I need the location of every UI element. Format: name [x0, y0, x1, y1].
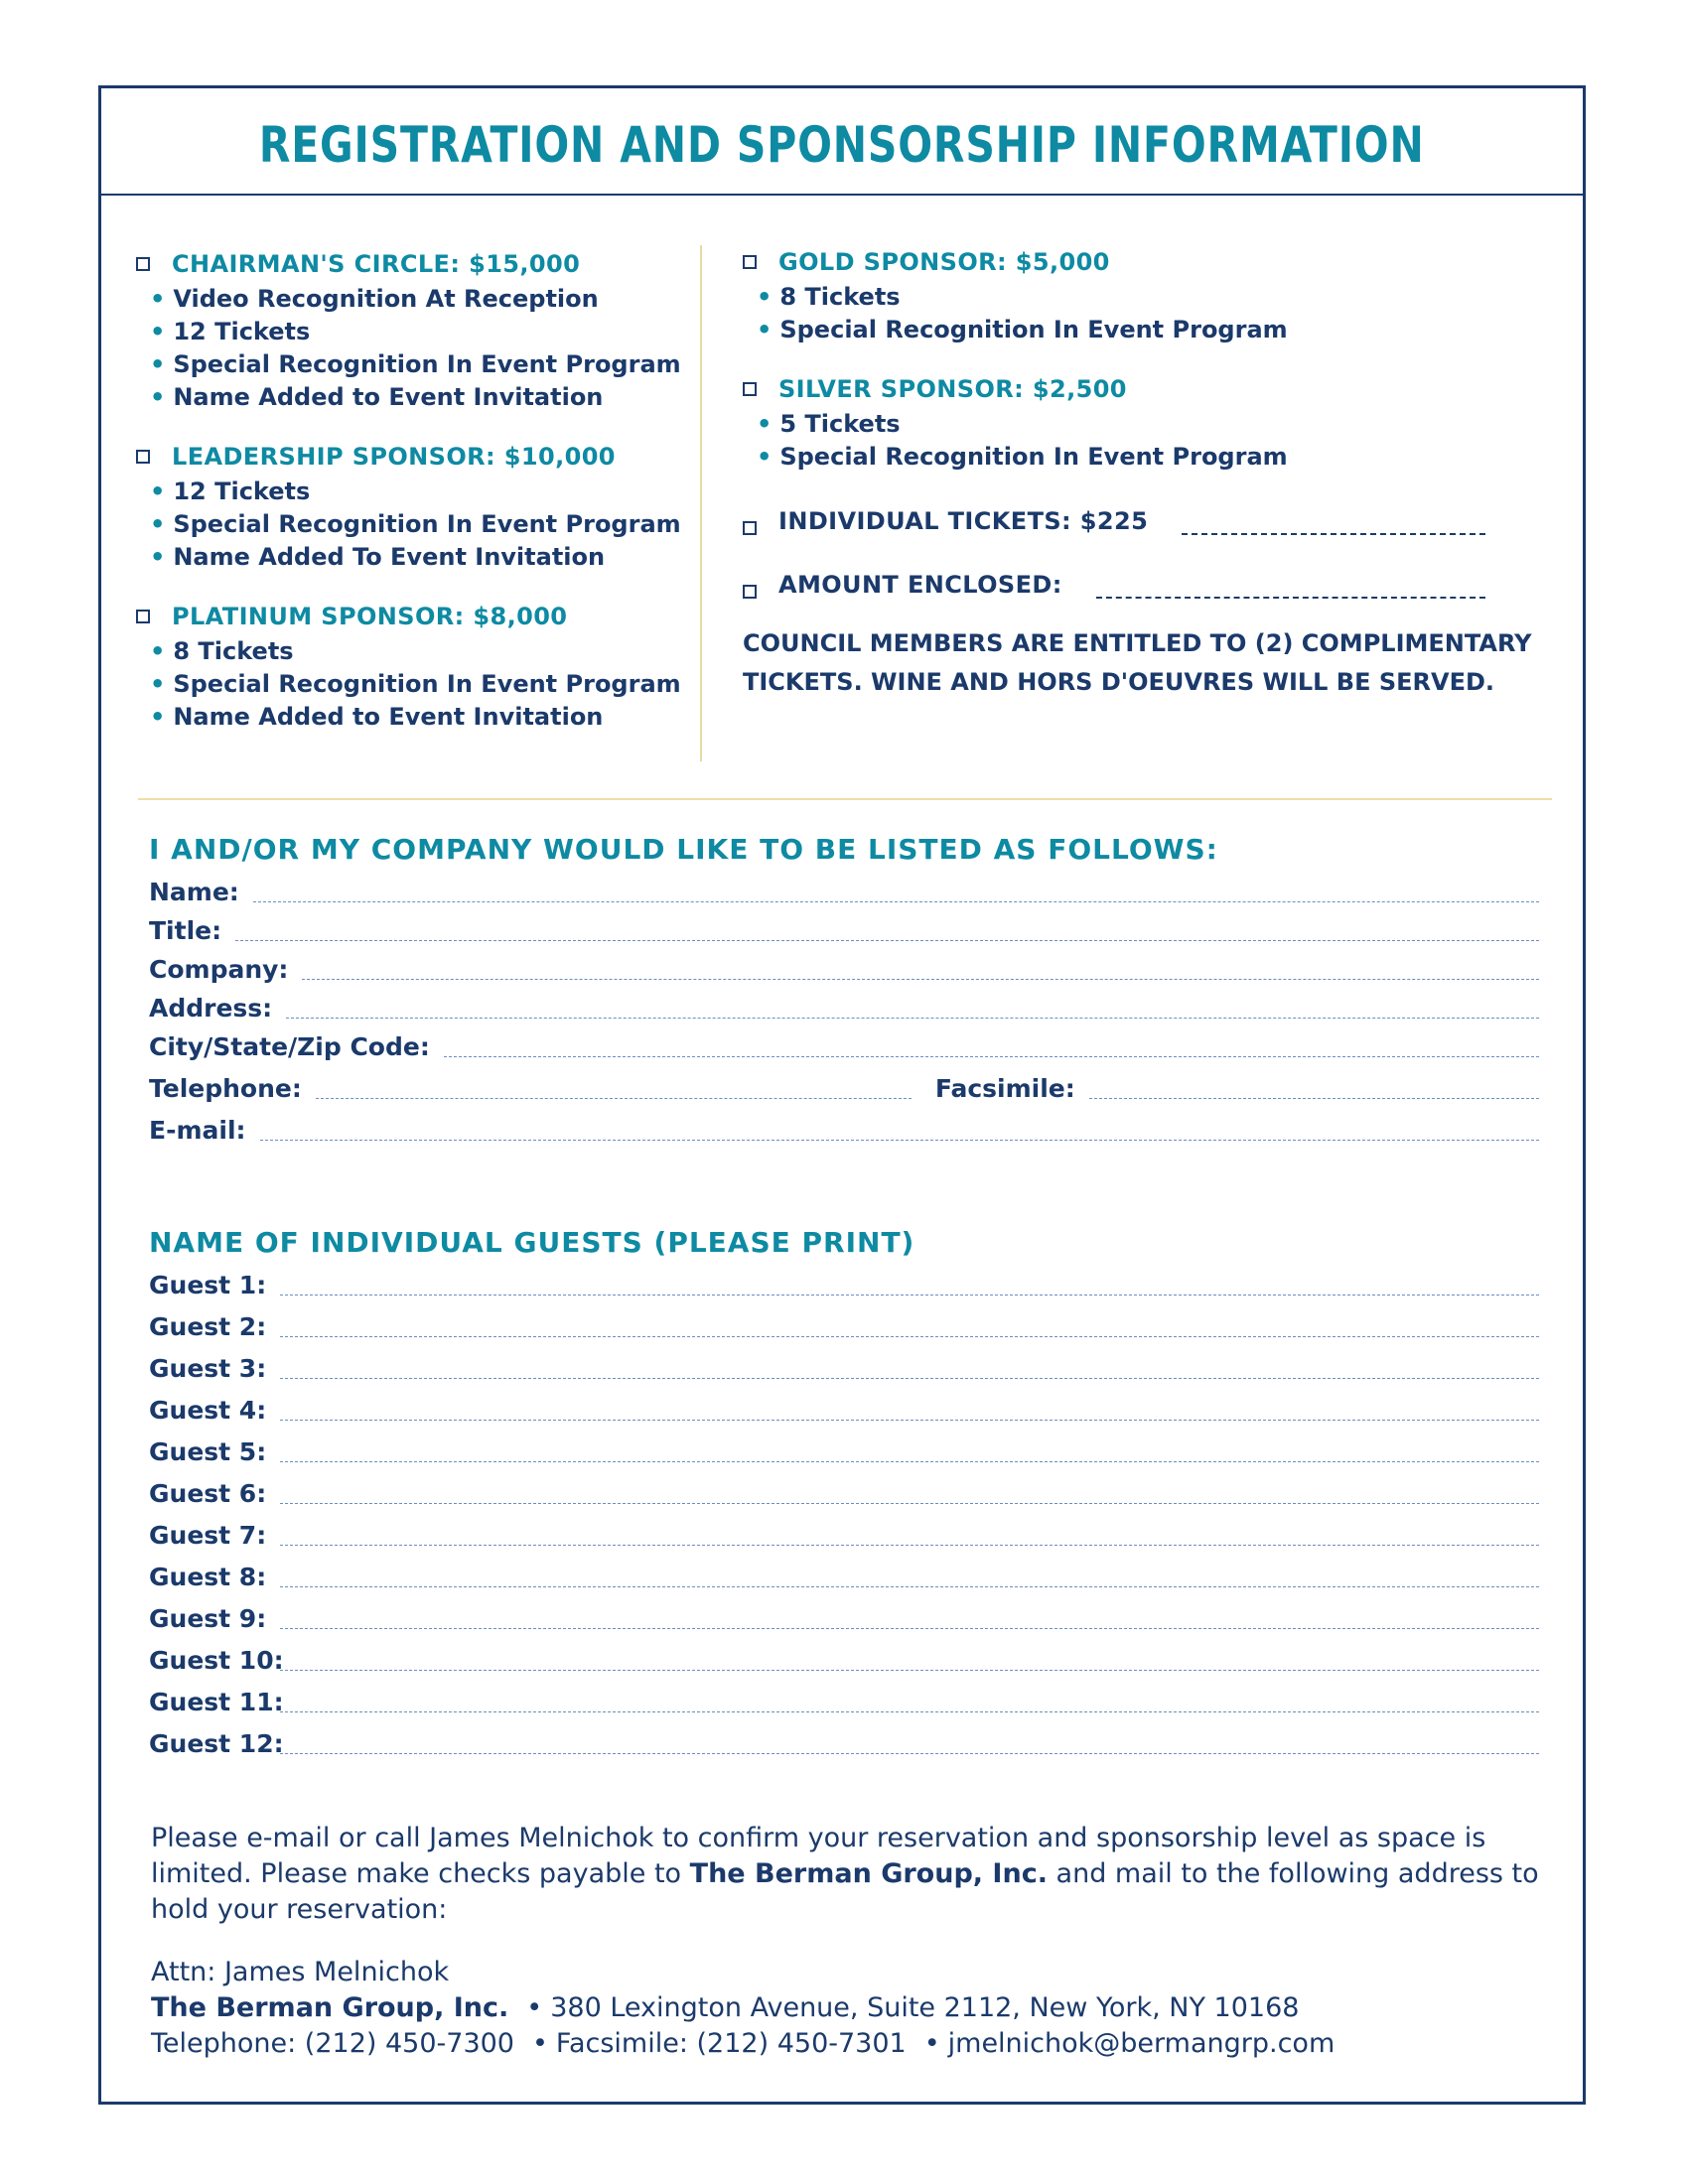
tier-name: CHAIRMAN'S CIRCLE: $15,000 — [172, 250, 581, 278]
guest-row: Guest 11: — [149, 1675, 1539, 1716]
bullet-icon: • — [150, 350, 166, 378]
amount-enclosed-label: AMOUNT ENCLOSED: — [778, 571, 1062, 599]
bullet-icon: • — [150, 703, 166, 731]
guest-6-input[interactable] — [280, 1493, 1539, 1504]
benefit-item: • Name Added To Event Invitation — [150, 543, 606, 571]
city-state-zip-field: City/State/Zip Code: — [149, 1023, 1539, 1061]
benefit-item: • 8 Tickets — [150, 637, 294, 665]
guest-row: Guest 5: — [149, 1425, 1539, 1466]
column-divider — [700, 245, 702, 761]
benefit-item: • Special Recognition In Event Program — [150, 510, 681, 538]
company-input[interactable] — [302, 969, 1539, 980]
amount-enclosed-checkbox[interactable] — [743, 585, 757, 599]
individual-tickets-input[interactable] — [1182, 523, 1485, 535]
leadership-sponsor-checkbox[interactable] — [136, 450, 150, 464]
bullet-icon: • — [923, 2028, 940, 2059]
page-title: REGISTRATION AND SPONSORSHIP INFORMATION — [259, 116, 1425, 174]
tier-platinum-sponsor — [136, 598, 692, 734]
benefit-item: • Special Recognition In Event Program — [757, 443, 1288, 471]
company-field: Company: — [149, 945, 1539, 984]
guest-row: Guest 7: — [149, 1508, 1539, 1550]
tier-gold-sponsor — [743, 243, 1537, 346]
bullet-icon: • — [150, 318, 166, 345]
guest-row: Guest 4: — [149, 1383, 1539, 1425]
guest-row: Guest 8: — [149, 1550, 1539, 1591]
benefit-item: • Name Added to Event Invitation — [150, 383, 604, 411]
silver-sponsor-checkbox[interactable] — [743, 382, 757, 396]
bullet-icon: • — [526, 1992, 543, 2023]
tier-silver-sponsor — [743, 370, 1537, 474]
guest-fields — [149, 1258, 1539, 1758]
telephone-number: Telephone: (212) 450-7300 — [151, 2028, 514, 2059]
mailing-address: 380 Lexington Avenue, Suite 2112, New York, NY 10168 — [550, 1992, 1300, 2023]
chairmans-circle-checkbox[interactable] — [136, 257, 150, 271]
bullet-icon: • — [150, 670, 166, 698]
bullet-icon: • — [150, 383, 166, 411]
company-name: The Berman Group, Inc. — [151, 1992, 509, 2023]
guest-row: Guest 2: — [149, 1299, 1539, 1341]
guest-3-input[interactable] — [280, 1368, 1539, 1379]
telephone-facsimile-row: Telephone: Facsimile: — [149, 1061, 1539, 1103]
tier-name: GOLD SPONSOR: $5,000 — [778, 248, 1110, 276]
address-line — [151, 1990, 1561, 2026]
guest-5-input[interactable] — [280, 1451, 1539, 1462]
benefit-item: • Special Recognition In Event Program — [150, 670, 681, 698]
left-sponsorship-column — [136, 245, 692, 757]
benefit-item: • Special Recognition In Event Program — [150, 350, 681, 378]
guest-row: Guest 6: — [149, 1466, 1539, 1508]
facsimile-number: Facsimile: (212) 450-7301 — [555, 2028, 907, 2059]
form-frame — [98, 85, 1586, 2105]
city-state-zip-input[interactable] — [444, 1046, 1539, 1057]
tier-name: PLATINUM SPONSOR: $8,000 — [172, 603, 568, 630]
name-field: Name: — [149, 868, 1539, 906]
benefit-item: • 8 Tickets — [757, 283, 901, 311]
instructions-paragraph: Please e-mail or call James Melnichok to confirm your reservation and sponsorship level as space is limited. Please make checks payable to The Berman Group, Inc. and mail to the following address to hold your reservation: — [151, 1823, 1539, 1925]
guest-7-input[interactable] — [280, 1535, 1539, 1546]
guest-2-input[interactable] — [280, 1326, 1539, 1337]
benefit-item: • 5 Tickets — [757, 410, 901, 438]
title-bar — [101, 88, 1583, 196]
email-input[interactable] — [260, 1130, 1539, 1141]
guest-9-input[interactable] — [280, 1618, 1539, 1629]
bullet-icon: • — [150, 285, 166, 313]
council-note: COUNCIL MEMBERS ARE ENTITLED TO (2) COMPLIMENTARY TICKETS. WINE AND HORS D'OEUVRES WILL BE SERVED. — [743, 629, 1532, 696]
benefit-item: • Video Recognition At Reception — [150, 285, 599, 313]
bullet-icon: • — [150, 478, 166, 505]
telephone-input[interactable] — [316, 1088, 912, 1099]
email-link[interactable]: jmelnichok@bermangrp.com — [947, 2028, 1336, 2059]
benefit-item: • Special Recognition In Event Program — [757, 316, 1288, 343]
contact-block — [151, 1955, 1561, 2062]
benefit-item: • 12 Tickets — [150, 318, 311, 345]
tier-chairmans-circle — [136, 245, 692, 414]
bullet-icon: • — [757, 283, 773, 311]
guests-section-title: NAME OF INDIVIDUAL GUESTS (PLEASE PRINT) — [149, 1226, 915, 1259]
guest-8-input[interactable] — [280, 1576, 1539, 1587]
individual-tickets-checkbox[interactable] — [743, 521, 757, 535]
guest-row: Guest 10: — [149, 1633, 1539, 1675]
address-input[interactable] — [286, 1008, 1539, 1019]
listing-fields — [149, 868, 1539, 1145]
section-divider — [138, 798, 1552, 800]
name-input[interactable] — [253, 891, 1539, 902]
guest-1-input[interactable] — [280, 1285, 1539, 1296]
guest-4-input[interactable] — [280, 1410, 1539, 1421]
guest-row: Guest 1: — [149, 1258, 1539, 1299]
tier-leadership-sponsor — [136, 438, 692, 574]
bullet-icon: • — [757, 316, 773, 343]
bullet-icon: • — [757, 443, 773, 471]
guest-12-input[interactable] — [280, 1743, 1539, 1754]
bullet-icon: • — [150, 510, 166, 538]
guest-row: Guest 9: — [149, 1591, 1539, 1633]
gold-sponsor-checkbox[interactable] — [743, 255, 757, 269]
address-field: Address: — [149, 984, 1539, 1023]
title-input[interactable] — [235, 930, 1539, 941]
bullet-icon: • — [150, 637, 166, 665]
guest-row: Guest 3: — [149, 1341, 1539, 1383]
bullet-icon: • — [531, 2028, 548, 2059]
amount-enclosed-row — [743, 561, 1537, 599]
amount-enclosed-input[interactable] — [1096, 587, 1485, 599]
attn-line: Attn: James Melnichok — [151, 1957, 450, 1987]
right-sponsorship-column — [743, 243, 1537, 702]
bullet-icon: • — [150, 543, 166, 571]
tier-name: SILVER SPONSOR: $2,500 — [778, 375, 1127, 403]
facsimile-input[interactable] — [1089, 1088, 1539, 1099]
benefit-item: • 12 Tickets — [150, 478, 311, 505]
guest-11-input[interactable] — [280, 1702, 1539, 1712]
tier-name: LEADERSHIP SPONSOR: $10,000 — [172, 443, 616, 471]
bullet-icon: • — [757, 410, 773, 438]
guest-row: Guest 12: — [149, 1716, 1539, 1758]
individual-tickets-label: INDIVIDUAL TICKETS: $225 — [778, 507, 1149, 535]
listing-section-title: I AND/OR MY COMPANY WOULD LIKE TO BE LISTED AS FOLLOWS: — [149, 833, 1218, 866]
phone-line — [151, 2026, 1561, 2062]
email-field: E-mail: — [149, 1103, 1539, 1145]
individual-tickets-row — [743, 497, 1537, 535]
platinum-sponsor-checkbox[interactable] — [136, 610, 150, 623]
guest-10-input[interactable] — [280, 1660, 1539, 1671]
benefit-item: • Name Added to Event Invitation — [150, 703, 604, 731]
title-field: Title: — [149, 906, 1539, 945]
